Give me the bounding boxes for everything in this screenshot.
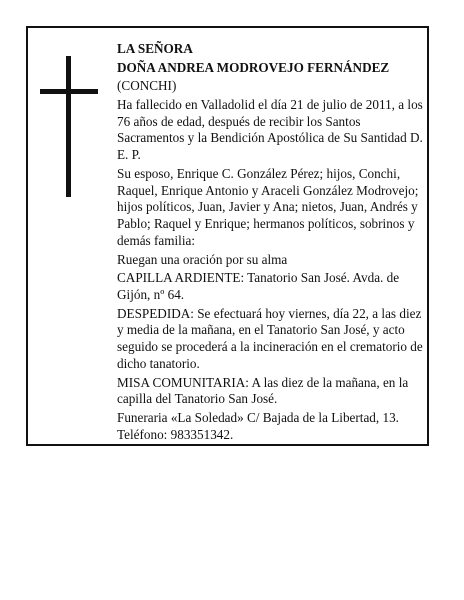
deceased-name: DOÑA ANDREA MODROVEJO FERNÁNDEZ [117,59,390,75]
notice-heading: LA SEÑORA [117,41,193,56]
mass-info: MISA COMUNITARIA: A las diez de la mañana, en la capilla del Tanatorio San José. [117,374,409,407]
death-announcement: Ha fallecido en Valladolid el día 21 de julio de 2011, a los 76 años de edad, después de recibir los Santos Sacramentos y la Bendición Apostólica de Su Santidad D. E. P. [117,96,423,163]
cross-horizontal-bar [40,89,98,94]
family-list: Su esposo, Enrique C. González Pérez; hijos, Conchi, Raquel, Enrique Antonio y Araceli González Modrovejo; hijos políticos, Juan, Javier y Ana; nietos, Juan, Andrés y Pablo; Raquel y Enrique; hermanos políticos, sobrinos y demás familia: [117,165,419,248]
deceased-nickname: (CONCHI) [117,78,177,94]
prayer-request: Ruegan una oración por su alma [117,251,288,267]
chapel-info: CAPILLA ARDIENTE: Tanatorio San José. Avda. de Gijón, nº 64. [117,270,400,302]
cross-vertical-bar [66,56,71,197]
obituary-text [117,41,423,445]
farewell-info: DESPEDIDA: Se efectuará hoy viernes, día 22, a las diez y media de la mañana, en el Tanatorio San José, y acto seguido se procederá a la incineración en el crematorio de dicho tanatorio. [117,305,423,371]
funeral-home-info: Funeraria «La Soledad» C/ Bajada de la Libertad, 13. Teléfono: 983351342. [117,409,399,442]
obituary-notice [26,26,429,446]
